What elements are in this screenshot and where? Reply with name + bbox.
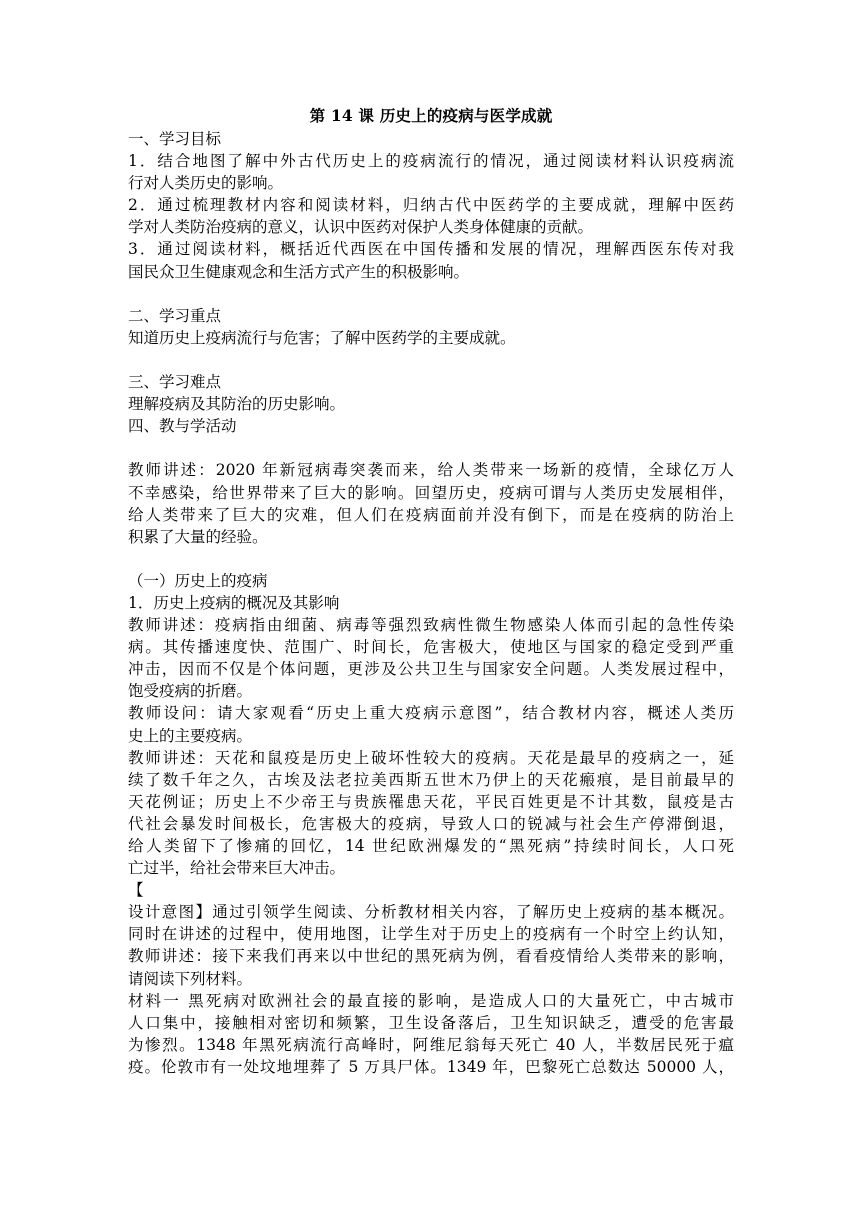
text-line: 疫。伦敦市有一处坟地埋葬了 5 万具尸体。1349 年，巴黎死亡总数达 50000 人，: [128, 1057, 734, 1076]
text-line: 给人类带来了巨大的灾难，但人们在疫病面前并没有倒下，而是在疫病的防治上: [128, 505, 734, 524]
text-line: 给人类留下了惨痛的回忆，14 世纪欧洲爆发的“黑死病”持续时间长，人口死: [128, 837, 734, 855]
text-line: 积累了大量的经验。: [128, 527, 268, 546]
text-line: 亡过半，给社会带来巨大冲击。: [128, 859, 346, 878]
text-line: 二、学习重点: [128, 306, 222, 325]
text-line: 材料一 黑死病对欧洲社会的最直接的影响，是造成人口的大量死亡，中古城市: [128, 991, 734, 1010]
blank-line: [128, 548, 734, 570]
text-line: 【: [128, 881, 144, 900]
text-line: 冲击，因而不仅是个体问题，更涉及公共卫生与国家安全问题。人类发展过程中，: [128, 660, 734, 679]
document-body: [128, 128, 734, 1078]
text-line: 一、学习目标: [128, 130, 222, 148]
document-title: 第 14 课 历史上的疫病与医学成就: [309, 106, 553, 125]
text-line: 人口集中，接触相对密切和频繁，卫生设备落后，卫生知识缺乏，遭受的危害最: [128, 1013, 734, 1032]
document-page: [128, 104, 734, 1078]
text-line: 同时在讲述的过程中，使用地图，让学生对于历史上的疫病有一个时空上约认知，: [128, 925, 734, 944]
text-line: 教师讲述：疫病指由细菌、病毒等强烈致病性微生物感染人体而引起的急性传染: [128, 616, 734, 635]
text-line: 1．结合地图了解中外古代历史上的疫病流行的情况，通过阅读材料认识疫病流: [128, 152, 734, 171]
text-line: 为惨烈。1348 年黑死病流行高峰时，阿维尼翁每天死亡 40 人，半数居民死于瘟: [128, 1035, 734, 1054]
text-line: 饱受疫病的折磨。: [128, 682, 253, 701]
text-line: 续了数千年之久，古埃及法老拉美西斯五世木乃伊上的天花瘢痕，是目前最早的: [128, 770, 734, 789]
text-line: 行对人类历史的影响。: [128, 174, 284, 193]
text-line: 3．通过阅读材料，概括近代西医在中国传播和发展的情况，理解西医东传对我: [128, 240, 734, 259]
text-line: 四、教与学活动: [128, 417, 237, 436]
text-line: 三、学习难点: [128, 373, 222, 392]
text-line: 不幸感染，给世界带来了巨大的影响。回望历史，疫病可谓与人类历史发展相伴，: [128, 483, 734, 502]
text-line: 请阅读下列材料。: [128, 969, 253, 988]
blank-line: [128, 283, 734, 305]
text-line: 知道历史上疫病流行与危害；了解中医药学的主要成就。: [128, 328, 516, 347]
text-line: 教师讲述：天花和鼠疫是历史上破坏性较大的疫病。天花是最早的疫病之一，延: [128, 748, 734, 767]
text-line: 病。其传播速度快、范围广、时间长，危害极大，使地区与国家的稳定受到严重: [128, 638, 734, 657]
text-line: 代社会暴发时间极长，危害极大的疫病，导致人口的锐减与社会生产停滞倒退，: [128, 814, 734, 833]
text-line: 设计意图】通过引领学生阅读、分析教材相关内容，了解历史上疫病的基本概况。: [128, 903, 734, 922]
text-line: 2．通过梳理教材内容和阅读材料，归纳古代中医药学的主要成就，理解中医药: [128, 196, 734, 215]
text-line: 教师设问：请大家观看“历史上重大疫病示意图”，结合教材内容，概述人类历: [128, 704, 734, 723]
text-line: 学对人类防治疫病的意义，认识中医药对保护人类身体健康的贡献。: [128, 218, 594, 237]
blank-line: [128, 349, 734, 371]
text-line: 天花例证；历史上不少帝王与贵族罹患天花，平民百姓更是不计其数，鼠疫是古: [128, 792, 734, 811]
text-line: 史上的主要疫病。: [128, 726, 253, 745]
text-line: （一）历史上的疫病: [128, 571, 268, 590]
text-line: 国民众卫生健康观念和生活方式产生的积极影响。: [128, 262, 470, 281]
text-line: 教师讲述：2020 年新冠病毒突袭而来，给人类带来一场新的疫情，全球亿万人: [128, 461, 734, 480]
blank-line: [128, 437, 734, 459]
text-line: 1．历史上疫病的概况及其影响: [128, 593, 340, 612]
text-line: 理解疫病及其防治的历史影响。: [128, 395, 346, 414]
text-line: 教师讲述：接下来我们再来以中世纪的黑死病为例，看看疫情给人类带来的影响，: [128, 947, 734, 966]
